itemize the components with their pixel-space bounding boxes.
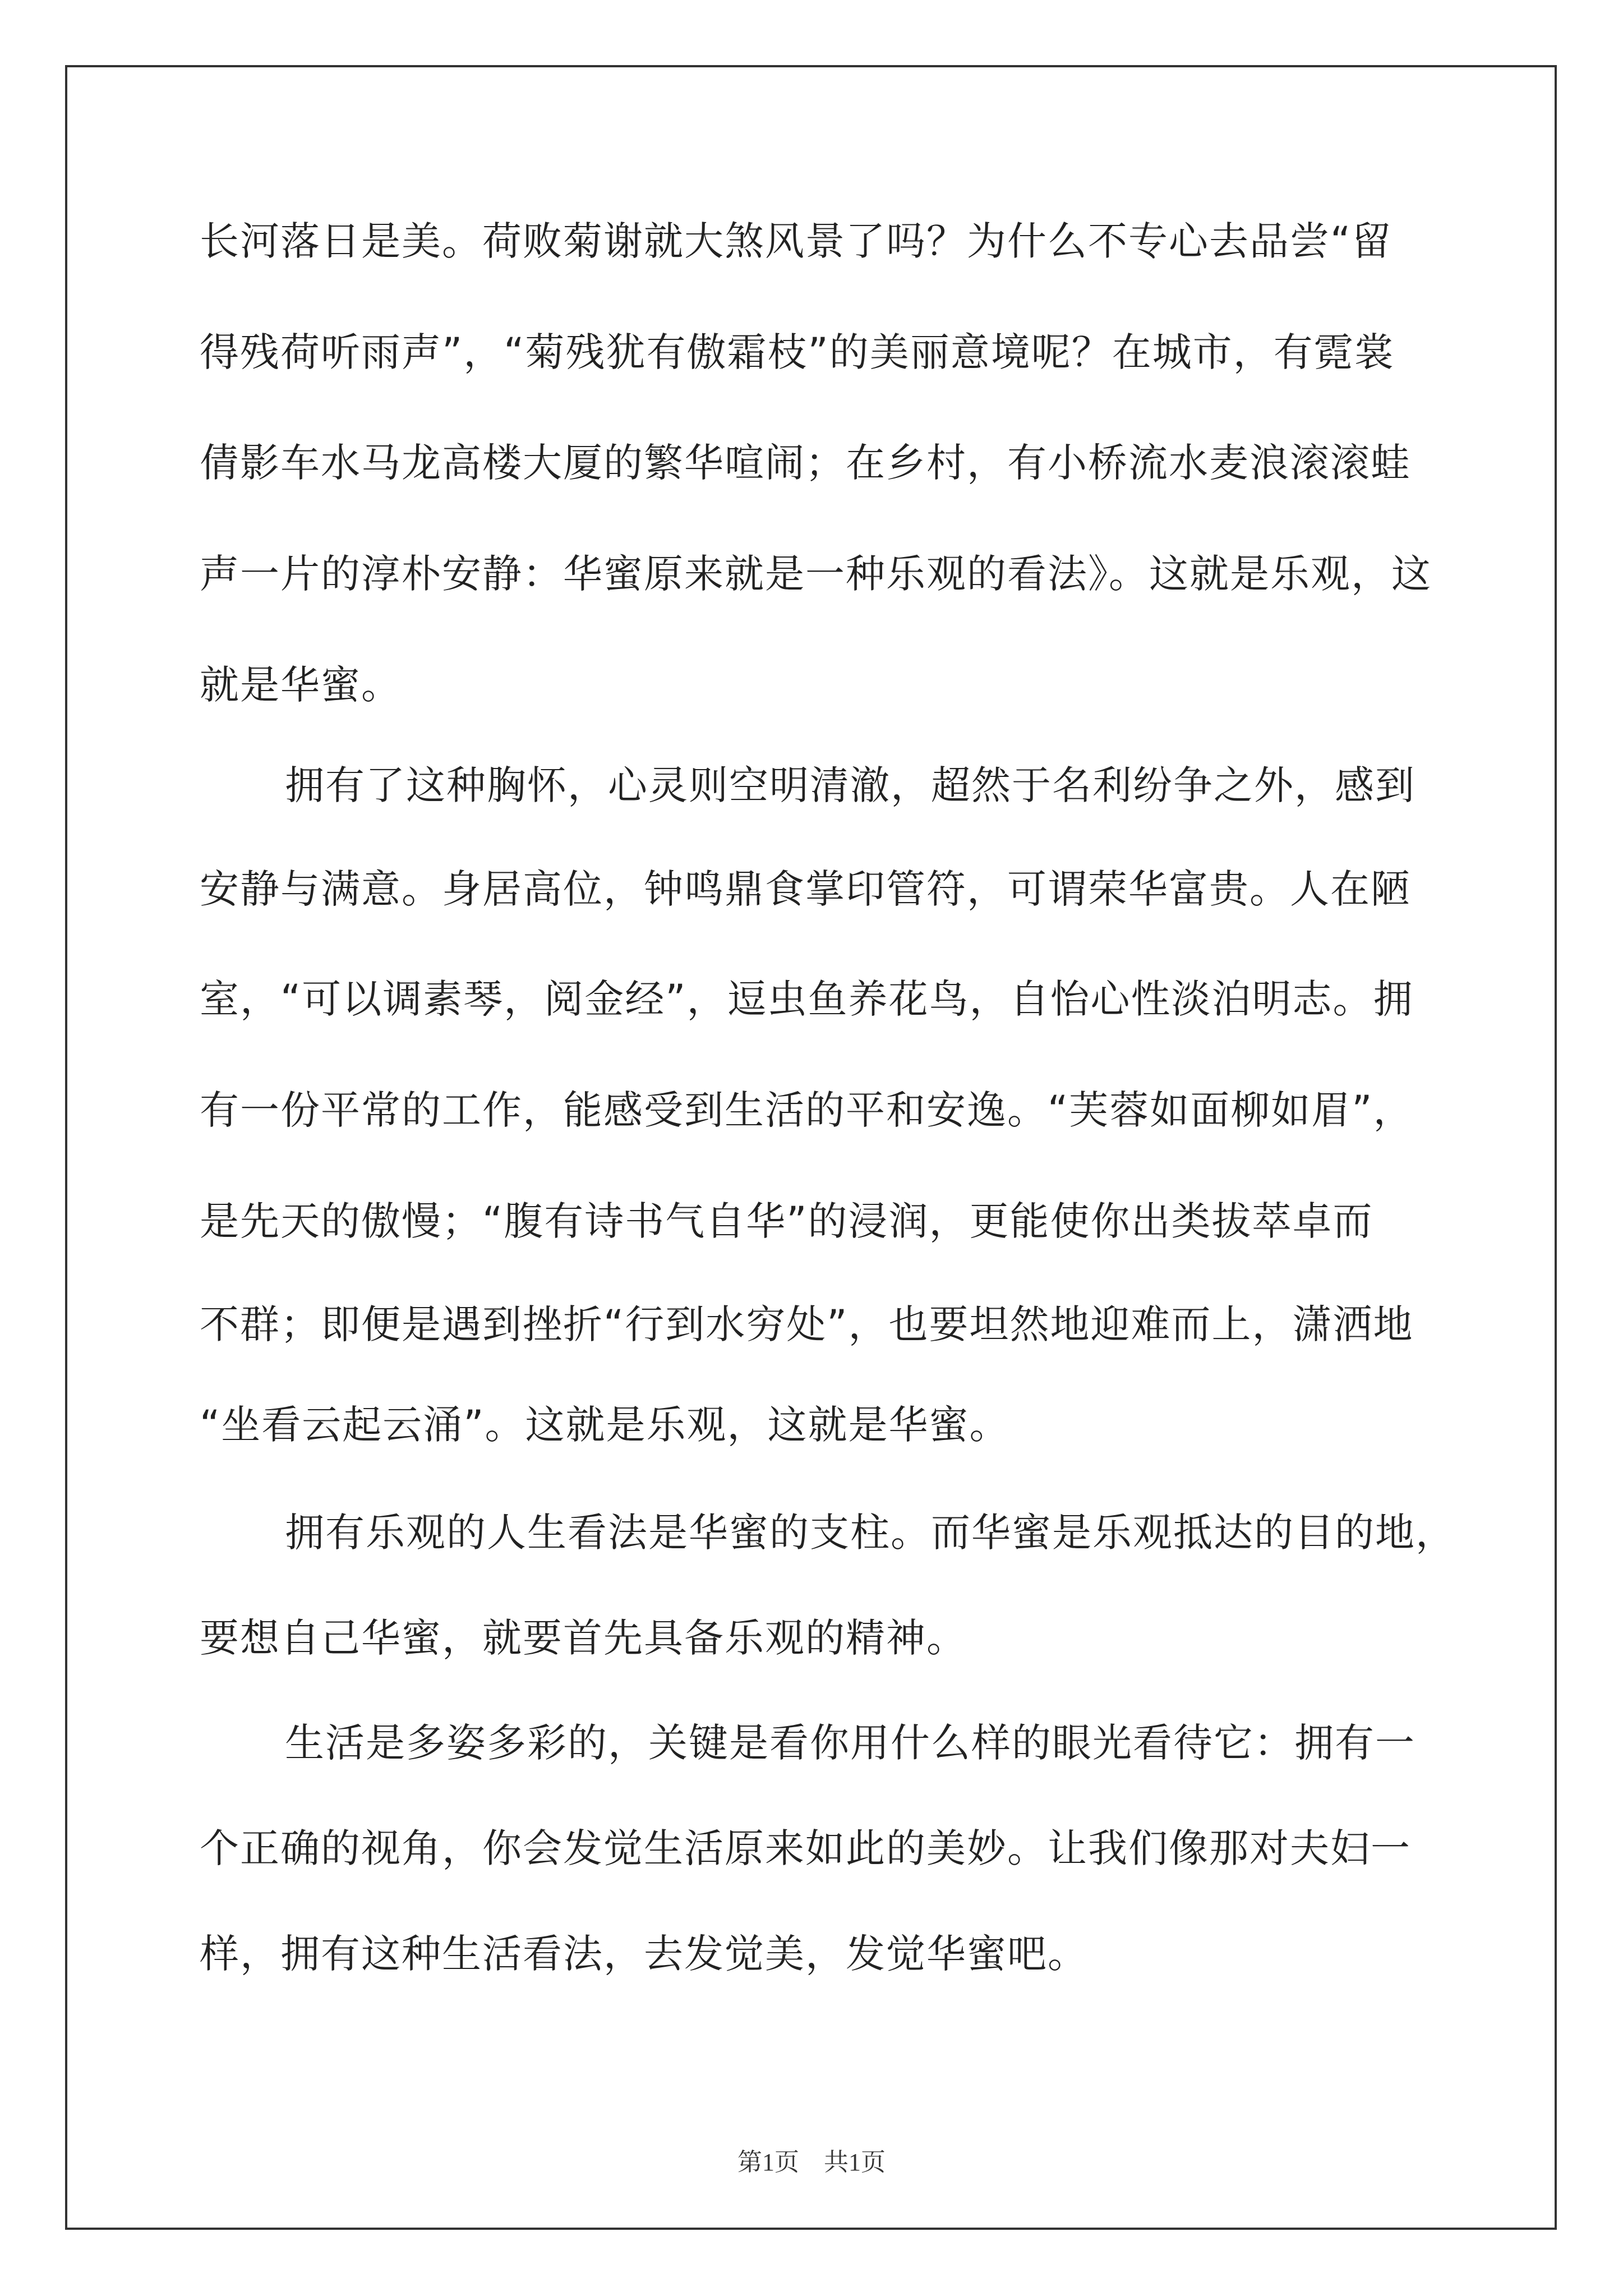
text-line: 样，拥有这种生活看法，去发觉美，发觉华蜜吧。 [200, 1931, 1088, 1977]
text-line: 生活是多姿多彩的，关键是看你用什么样的眼光看待它：拥有一 [285, 1720, 1415, 1766]
text-line: 室，“可以调素琴，阅金经”，逗虫鱼养花鸟，自怡心性淡泊明志。拥 [200, 976, 1414, 1022]
text-line: 不群；即便是遇到挫折“行到水穷处”，也要坦然地迎难而上，潇洒地 [200, 1301, 1414, 1347]
text-line: 倩影车水马龙高楼大厦的繁华喧闹；在乡村，有小桥流水麦浪滚滚蛙 [200, 440, 1411, 486]
text-line: 要想自己华蜜，就要首先具备乐观的精神。 [200, 1615, 967, 1661]
text-line: “坐看云起云涌”。这就是乐观，这就是华蜜。 [200, 1402, 1010, 1448]
page-frame [65, 65, 1557, 2230]
text-line: 就是华蜜。 [200, 662, 402, 708]
text-line: 拥有乐观的人生看法是华蜜的支柱。而华蜜是乐观抵达的目的地， [285, 1510, 1456, 1556]
text-line: 得残荷听雨声”，“菊残犹有傲霜枝”的美丽意境呢？在城市，有霓裳 [200, 329, 1395, 375]
text-line: 安静与满意。身居高位，钟鸣鼎食掌印管符，可谓荣华富贵。人在陋 [200, 866, 1411, 912]
text-line: 拥有了这种胸怀，心灵则空明清澈，超然于名利纷争之外，感到 [285, 762, 1415, 808]
text-line: 个正确的视角，你会发觉生活原来如此的美妙。让我们像那对夫妇一 [200, 1825, 1411, 1871]
text-line: 有一份平常的工作，能感受到生活的平和安逸。“芙蓉如面柳如眉”， [200, 1087, 1414, 1133]
text-line: 声一片的淳朴安静：华蜜原来就是一种乐观的看法》。这就是乐观，这 [200, 551, 1432, 597]
text-line: 是先天的傲慢；“腹有诗书气自华”的浸润，更能使你出类拔萃卓而 [200, 1198, 1373, 1244]
text-line: 长河落日是美。荷败菊谢就大煞风景了吗？为什么不专心去品尝“留 [200, 218, 1393, 264]
page-number: 第1页 共1页 [737, 2148, 886, 2176]
